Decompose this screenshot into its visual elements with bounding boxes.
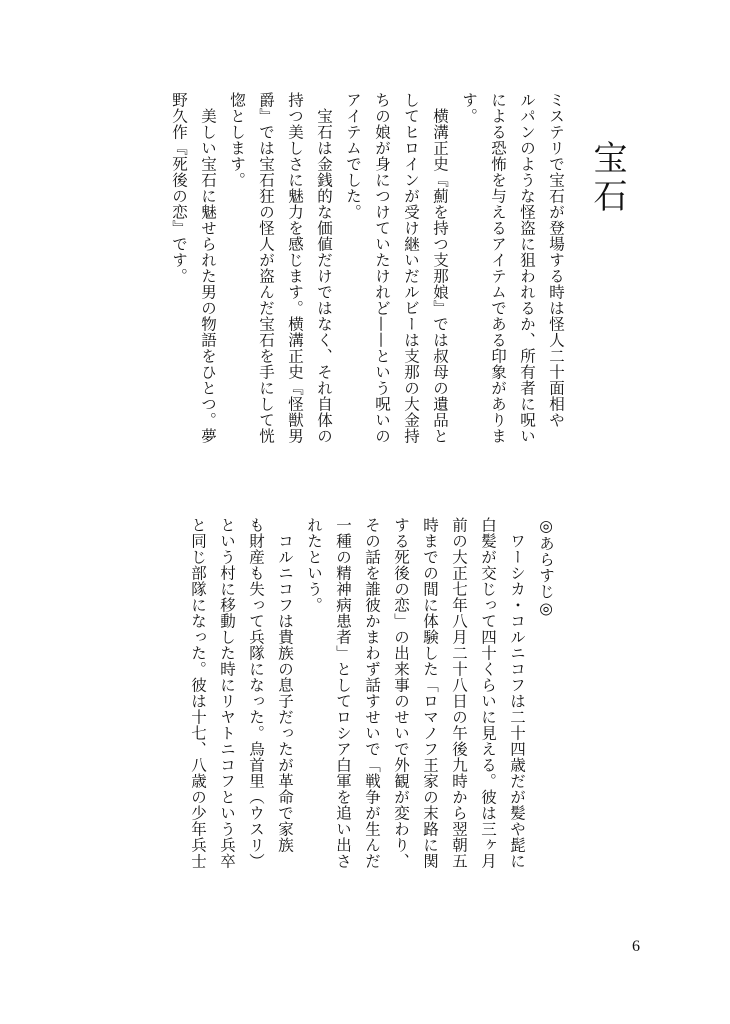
synopsis-text-block [183, 517, 560, 937]
text-line: による恐怖を与えるアイテムである印象がありま [489, 92, 507, 444]
text-line: 宝石は金銭的な価値だけではなく、それ自体の [315, 92, 333, 444]
text-line: ミステリで宝石が登場する時は怪人二十面相や [547, 92, 565, 428]
text-line: す。 [460, 92, 478, 124]
text-line: 惚とします。 [228, 92, 246, 188]
text-line: れたという。 [305, 517, 323, 613]
text-line: も財産も失って兵隊になった。烏首里（ウスリ） [247, 517, 265, 869]
text-line: 爵』では宝石狂の怪人が盗んだ宝石を手にして恍 [257, 92, 275, 444]
text-line: ルパンのような怪盗に狙われるか、所有者に呪い [518, 92, 536, 444]
text-line: する死後の恋」の出来事のせいで外観が変わり、 [392, 517, 410, 869]
text-line: その話を誰彼かまわず話すせいで「戦争が生んだ [363, 517, 381, 869]
text-line: 前の大正七年八月二十八日の午後九時から翌朝五 [450, 517, 468, 869]
text-line: 持つ美しさに魅力を感じます。横溝正史『怪獣男 [286, 92, 304, 444]
text-line: アイテムでした。 [344, 92, 362, 220]
text-line: してヒロインが受け継いだルビーは支那の大金持 [402, 92, 420, 444]
text-line: 横溝正史『薊を持つ支那娘』では叔母の遺品と [431, 92, 449, 444]
text-line: ワーシカ・コルニコフは二十四歳だが髪や髭に [508, 517, 526, 869]
text-line: コルニコフは貴族の息子だったが革命で家族 [276, 517, 294, 853]
intro-text-block [164, 92, 570, 492]
text-line: 白髪が交じって四十くらいに見える。彼は三ヶ月 [479, 517, 497, 869]
text-line: 野久作『死後の恋』です。 [170, 92, 188, 284]
text-line: という村に移動した時にリヤトニコフという兵卒 [218, 517, 236, 869]
text-line: 一種の精神病患者」としてロシア白軍を追い出さ [334, 517, 352, 869]
text-line: 時までの間に体験した「ロマノフ王家の末路に関 [421, 517, 439, 869]
text-line: と同じ部隊になった。彼は十七、八歳の少年兵士 [189, 517, 207, 869]
page-number: 6 [632, 938, 640, 955]
text-line: ちの娘が身につけていたけれど——という呪いの [373, 92, 391, 444]
page-title: 宝石 [587, 140, 627, 216]
text-line: ◎あらすじ◎ [537, 517, 555, 618]
text-line: 美しい宝石に魅せられた男の物語をひとつ。夢 [199, 92, 217, 444]
